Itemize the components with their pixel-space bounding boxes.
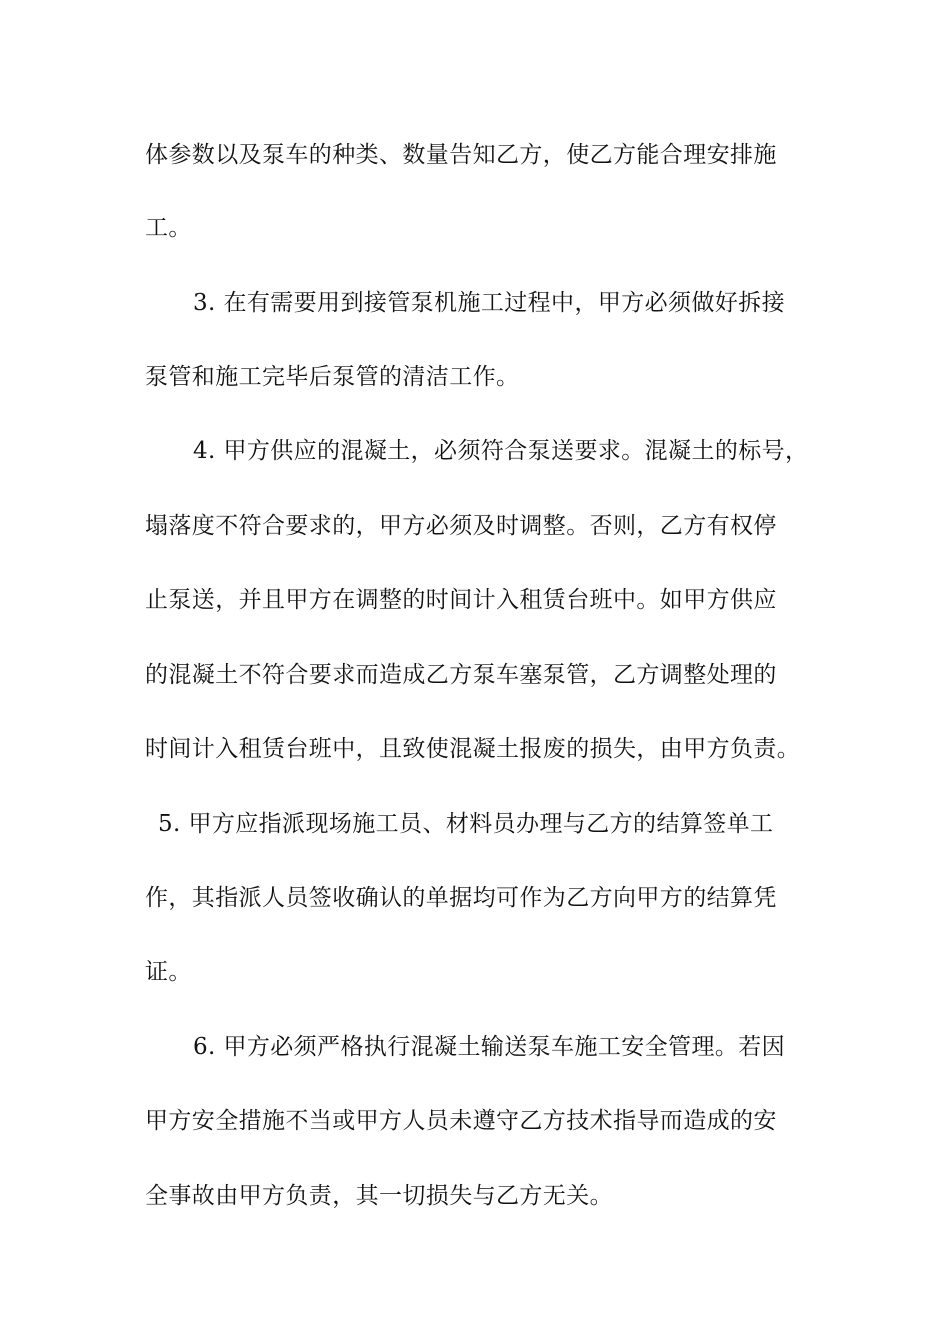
- text-line: 5. 甲方应指派现场施工员、材料员办理与乙方的结算签单工: [158, 811, 774, 837]
- text-line: 的混凝土不符合要求而造成乙方泵车塞泵管，乙方调整处理的: [145, 662, 777, 688]
- text-line: 工。: [145, 215, 192, 241]
- text-line: 3. 在有需要用到接管泵机施工过程中，甲方必须做好拆接: [193, 290, 786, 316]
- text-line: 止泵送，并且甲方在调整的时间计入租赁台班中。如甲方供应: [145, 587, 777, 613]
- text-line: 泵管和施工完毕后泵管的清洁工作。: [145, 364, 520, 390]
- text-line: 体参数以及泵车的种类、数量告知乙方，使乙方能合理安排施: [145, 142, 777, 168]
- text-line: 全事故由甲方负责，其一切损失与乙方无关。: [145, 1183, 613, 1209]
- text-line: 作，其指派人员签收确认的单据均可作为乙方向甲方的结算凭: [145, 885, 777, 911]
- text-line: 证。: [145, 959, 192, 985]
- text-line: 时间计入租赁台班中，且致使混凝土报废的损失，由甲方负责。: [145, 736, 801, 762]
- text-line: 4. 甲方供应的混凝土，必须符合泵送要求。混凝土的标号，: [193, 438, 809, 464]
- text-line: 6. 甲方必须严格执行混凝土输送泵车施工安全管理。若因: [193, 1034, 786, 1060]
- text-line: 甲方安全措施不当或甲方人员未遵守乙方技术指导而造成的安: [145, 1108, 777, 1134]
- text-line: 塌落度不符合要求的，甲方必须及时调整。否则，乙方有权停: [145, 513, 777, 539]
